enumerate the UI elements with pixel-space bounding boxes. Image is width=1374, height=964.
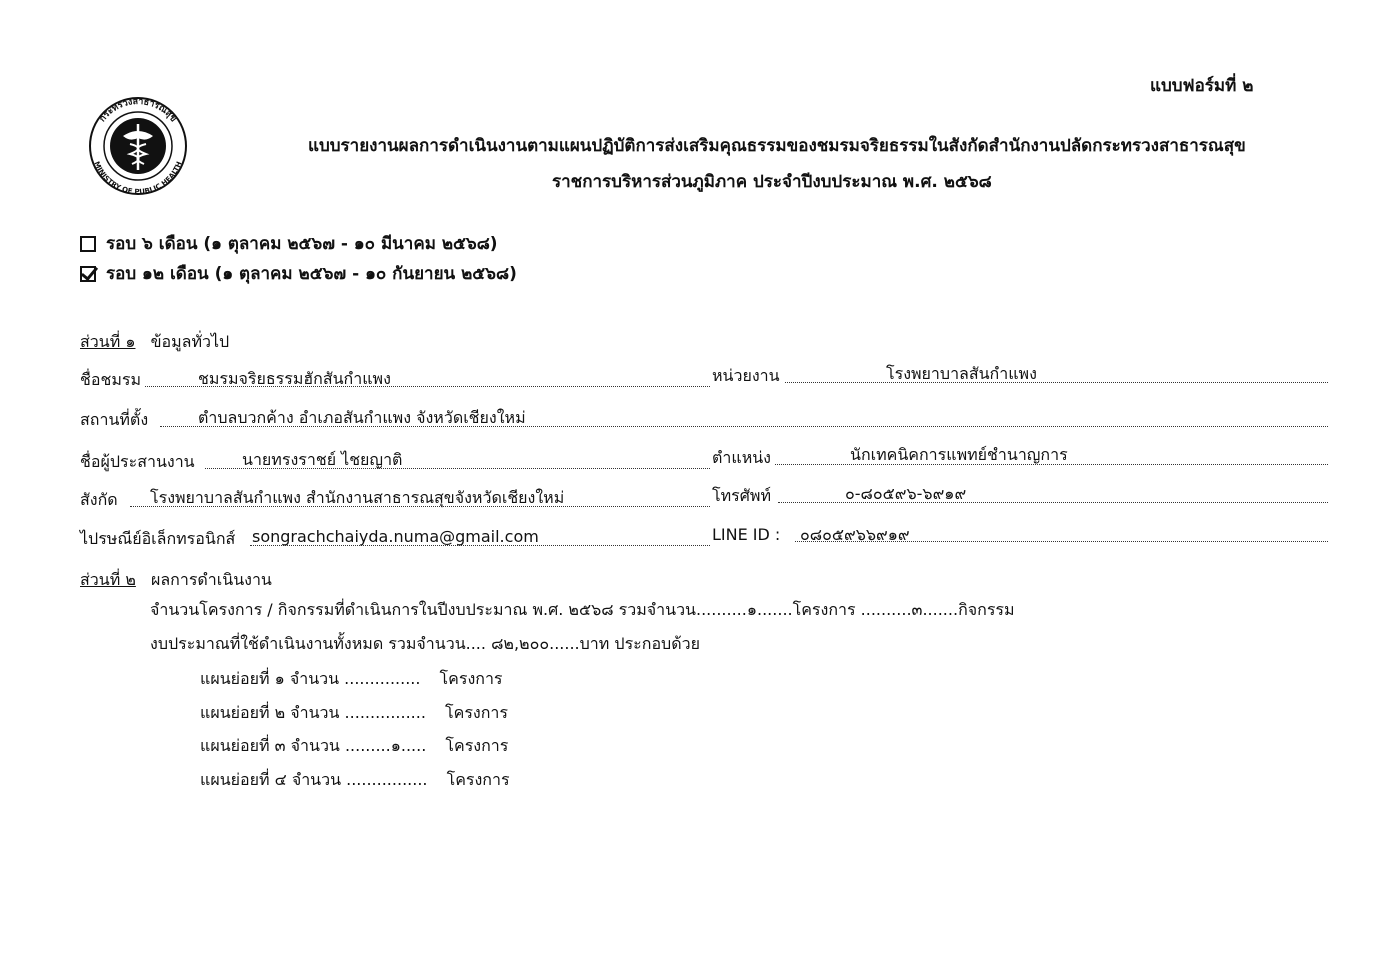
- section1-heading: [80, 330, 229, 355]
- club-name-label: ชื่อชมรม: [80, 370, 142, 389]
- affiliation-label: สังกัด: [80, 490, 118, 509]
- sub-plan-1-unit: โครงการ: [439, 669, 503, 688]
- sub-plan-3-unit: โครงการ: [445, 736, 509, 755]
- sub-plan-3: [200, 734, 508, 759]
- ministry-seal-logo: [78, 96, 198, 196]
- email-value[interactable]: songrachchaiyda.numa@gmail.com: [252, 527, 539, 546]
- section1-number: ส่วนที่ ๑: [80, 332, 136, 351]
- section1-title: ข้อมูลทั่วไป: [150, 332, 230, 351]
- section2-title: ผลการดำเนินงาน: [150, 570, 272, 589]
- coordinator-label: ชื่อผู้ประสานงาน: [80, 452, 195, 471]
- agency-value[interactable]: โรงพยาบาลสันกำแพง: [886, 364, 1037, 383]
- sub-plan-3-label: แผนย่อยที่ ๓ จำนวน .........๑.....: [200, 736, 427, 755]
- seal-text-top: กระทรวงสาธารณสุข: [97, 96, 179, 125]
- email-label: ไปรษณีย์อิเล็กทรอนิกส์: [80, 529, 236, 548]
- round-12-month-label: รอบ ๑๒ เดือน (๑ ตุลาคม ๒๕๖๗ - ๑๐ กันยายน ๒๕๖๘): [106, 264, 517, 284]
- sub-plan-4-unit: โครงการ: [446, 770, 510, 789]
- form-number: แบบฟอร์มที่ ๒: [1150, 76, 1254, 96]
- line-id-value[interactable]: ๐๘๐๕๙๖๖๙๑๙: [800, 525, 910, 544]
- agency-dotline: [785, 382, 1328, 383]
- seal-text-bottom: MINISTRY OF PUBLIC HEALTH: [92, 160, 184, 196]
- position-label: ตำแหน่ง: [712, 448, 771, 467]
- sub-plan-1: [200, 667, 503, 692]
- sub-plan-2: [200, 701, 508, 726]
- position-value[interactable]: นักเทคนิคการแพทย์ชำนาญการ: [850, 445, 1068, 464]
- phone-value[interactable]: ๐-๘๐๕๙๖-๖๙๑๙: [845, 484, 967, 503]
- section2-heading: [80, 568, 272, 593]
- coordinator-value[interactable]: นายทรงราชย์ ไชยญาติ: [242, 450, 403, 469]
- section2-number: ส่วนที่ ๒: [80, 570, 136, 589]
- sub-plan-2-label: แผนย่อยที่ ๒ จำนวน ................: [200, 703, 426, 722]
- sub-plan-1-label: แผนย่อยที่ ๑ จำนวน ...............: [200, 669, 421, 688]
- round-6-month-label: รอบ ๖ เดือน (๑ ตุลาคม ๒๕๖๗ - ๑๐ มีนาคม ๒๕๖๘): [106, 234, 498, 254]
- affiliation-value[interactable]: โรงพยาบาลสันกำแพง สำนักงานสาธารณสุขจังหวัดเชียงใหม่: [150, 488, 565, 507]
- club-name-value[interactable]: ชมรมจริยธรรมฮักสันกำแพง: [198, 369, 391, 388]
- projects-count-line: จำนวนโครงการ / กิจกรรมที่ดำเนินการในปีงบประมาณ พ.ศ. ๒๕๖๘ รวมจำนวน..........๑.......โครงการ ..........๓.......กิจกรรม: [150, 600, 1015, 619]
- round-6-month-option[interactable]: [80, 230, 498, 257]
- round-6-month-checkbox[interactable]: [80, 236, 96, 252]
- report-title-line2: ราชการบริหารส่วนภูมิภาค ประจำปีงบประมาณ พ.ศ. ๒๕๖๘: [552, 172, 992, 192]
- budget-line: งบประมาณที่ใช้ดำเนินงานทั้งหมด รวมจำนวน.... ๘๒,๒๐๐......บาท ประกอบด้วย: [150, 634, 700, 653]
- sub-plan-4-label: แผนย่อยที่ ๔ จำนวน ................: [200, 770, 428, 789]
- report-title-line1: แบบรายงานผลการดำเนินงานตามแผนปฏิบัติการส่งเสริมคุณธรรมของชมรมจริยธรรมในสังกัดสำนักงานปลัดกระทรวงสาธารณสุข: [308, 136, 1246, 156]
- phone-label: โทรศัพท์: [712, 486, 771, 505]
- location-value[interactable]: ตำบลบวกค้าง อำเภอสันกำแพง จังหวัดเชียงใหม่: [198, 408, 526, 427]
- round-12-month-checkbox[interactable]: [80, 266, 96, 282]
- round-12-month-option[interactable]: [80, 260, 517, 287]
- sub-plan-4: [200, 768, 510, 793]
- agency-label: หน่วยงาน: [712, 366, 780, 385]
- line-id-label: LINE ID :: [712, 525, 781, 544]
- sub-plan-2-unit: โครงการ: [445, 703, 508, 722]
- location-label: สถานที่ตั้ง: [80, 410, 149, 429]
